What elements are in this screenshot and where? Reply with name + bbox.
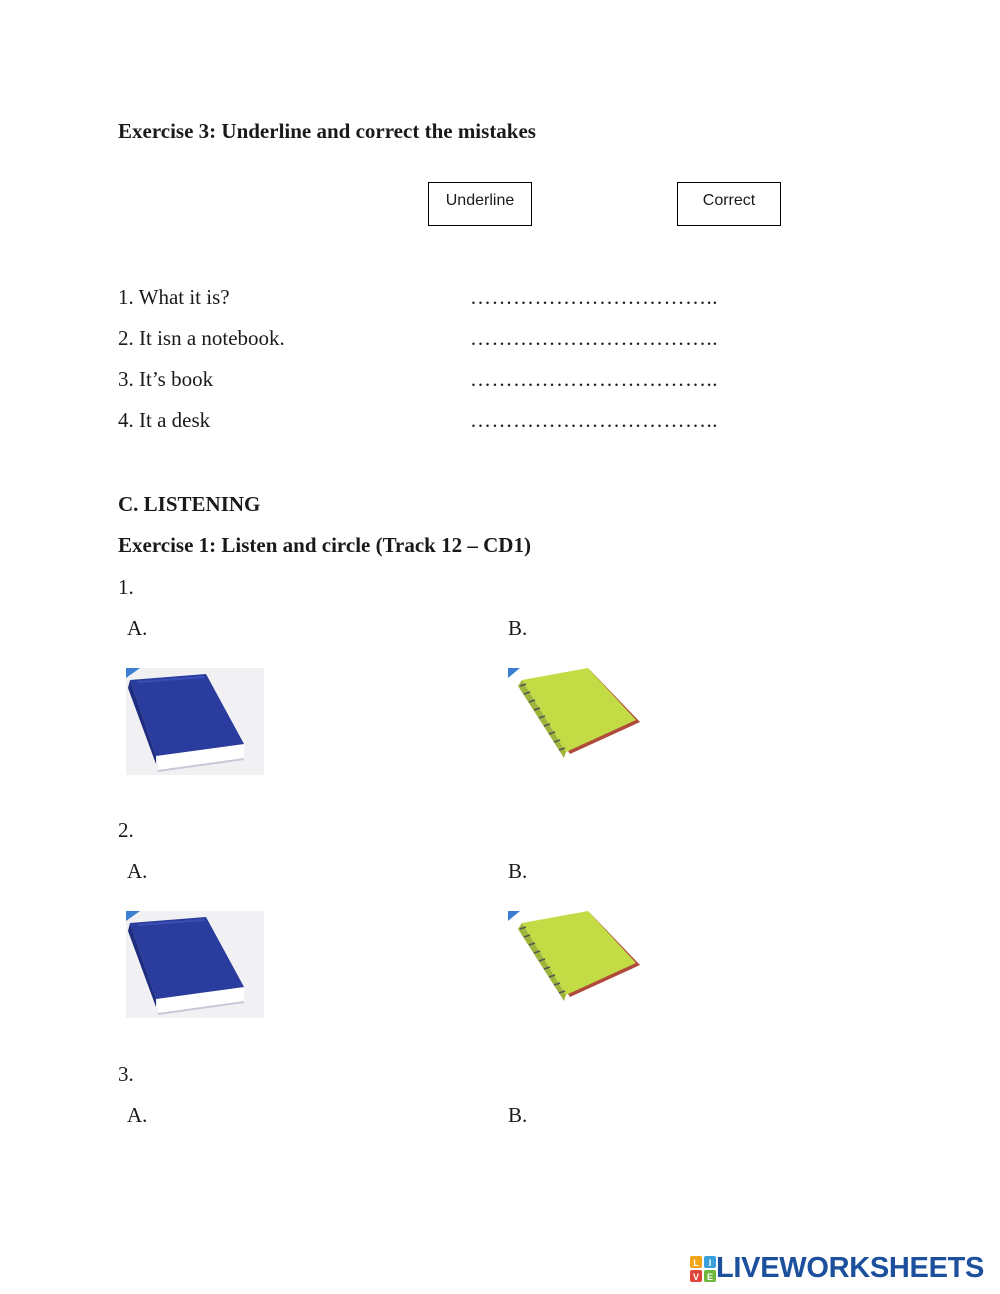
exercise-3-item-2: 2. It isn a notebook. (118, 326, 285, 350)
correct-label: Correct (702, 192, 756, 209)
question-1-option-b-notebook-image[interactable] (508, 668, 642, 769)
logo-letter-i: I (708, 1257, 712, 1268)
exercise-3-item-4: 4. It a desk (118, 408, 211, 432)
logo-text: LIVEWORKSHEETS (716, 1252, 985, 1284)
question-2-option-b-label: B. (508, 859, 528, 883)
question-2-option-a-label: A. (127, 859, 148, 883)
question-number-1: 1. (118, 575, 134, 599)
underline-label: Underline (445, 192, 515, 209)
answer-blank-4[interactable]: …………………………….. (470, 408, 718, 432)
question-3-option-b-label: B. (508, 1103, 528, 1127)
question-2-option-b-notebook-image[interactable] (508, 911, 642, 1012)
question-number-3: 3. (118, 1062, 134, 1086)
question-number-2: 2. (118, 818, 134, 842)
question-2-option-a-book-image[interactable] (126, 911, 264, 1023)
answer-blank-2[interactable]: …………………………….. (470, 326, 718, 350)
liveworksheets-logo[interactable] (690, 1252, 984, 1285)
exercise-3-title: Exercise 3: Underline and correct the mistakes (118, 119, 536, 143)
underline-label-box (428, 182, 532, 226)
question-1-option-a-book-image[interactable] (126, 668, 264, 780)
answer-blank-1[interactable]: …………………………….. (470, 285, 718, 309)
exercise-3-item-1: 1. What it is? (118, 285, 230, 309)
logo-mark-icon (690, 1256, 716, 1282)
question-1-option-b-label: B. (508, 616, 528, 640)
exercise-3-item-3: 3. It’s book (118, 367, 214, 391)
logo-letter-l: L (693, 1257, 699, 1268)
logo-letter-e: E (706, 1271, 714, 1282)
answer-blank-3[interactable]: …………………………….. (470, 367, 718, 391)
logo-letter-v: V (692, 1271, 700, 1282)
question-3-option-a-label: A. (127, 1103, 148, 1127)
question-1-option-a-label: A. (127, 616, 148, 640)
listening-exercise-title: Exercise 1: Listen and circle (Track 12 – CD1) (118, 533, 531, 557)
listening-section-title: C. LISTENING (118, 492, 261, 516)
correct-label-box (677, 182, 781, 226)
